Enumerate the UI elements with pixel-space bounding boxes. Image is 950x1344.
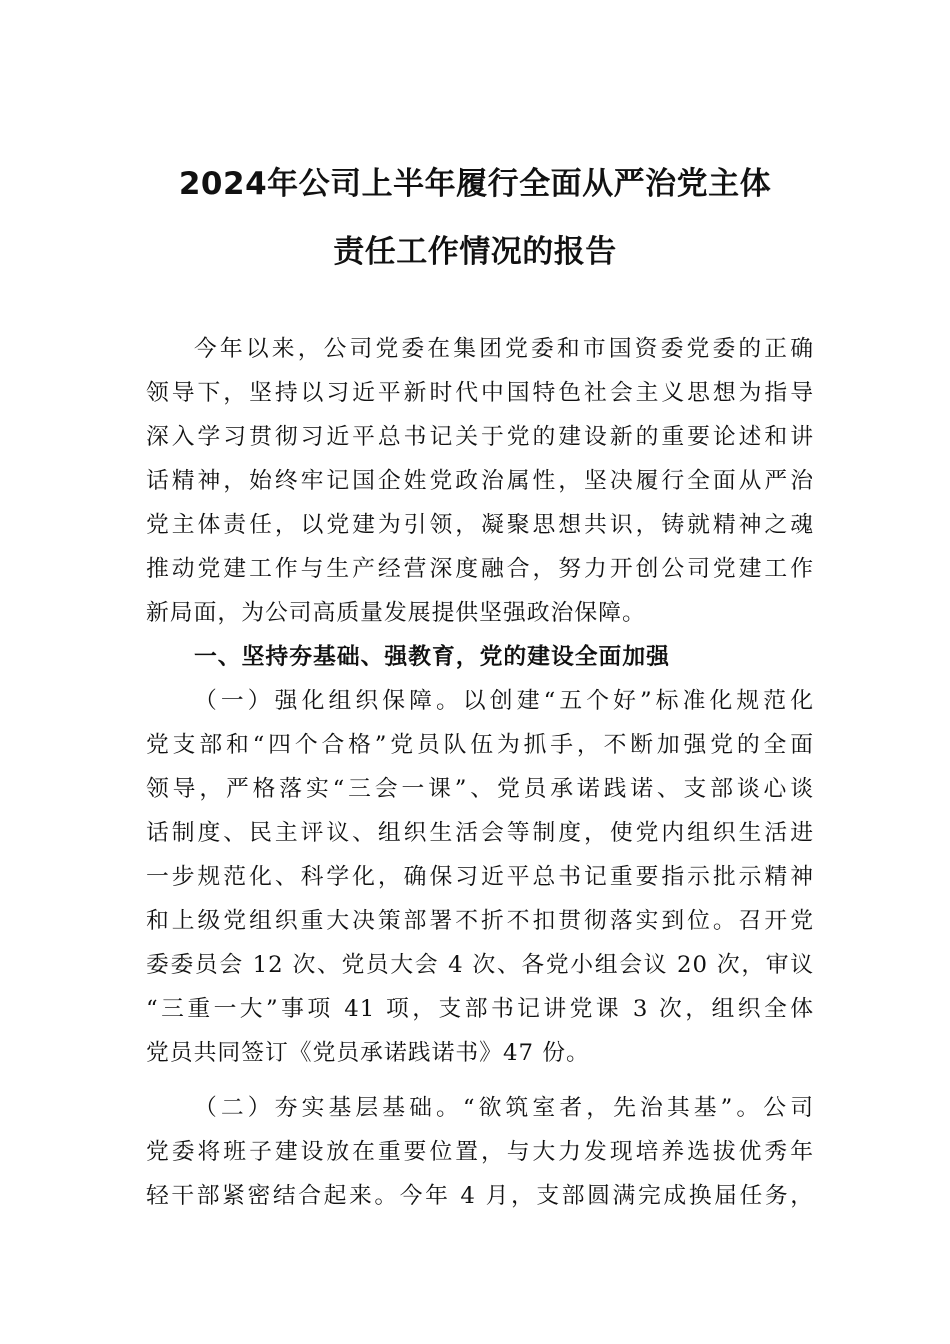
text-line: 话制度、民主评议、组织生活会等制度，使党内组织生活进 xyxy=(146,820,814,846)
text-line: 深入学习贯彻习近平总书记关于党的建设新的重要论述和讲 xyxy=(146,424,814,450)
text-line: （一）强化组织保障。以创建“五个好”标准化规范化 xyxy=(194,688,814,714)
text-line: （二）夯实基层基础。“欲筑室者，先治其基”。公司 xyxy=(194,1095,814,1121)
text-line: 话精神，始终牢记国企姓党政治属性，坚决履行全面从严治 xyxy=(146,468,814,494)
text-line: 领导，严格落实“三会一课”、党员承诺践诺、支部谈心谈 xyxy=(146,776,814,802)
text-line: 新局面，为公司高质量发展提供坚强政治保障。 xyxy=(146,600,646,626)
document-title-line-2: 责任工作情况的报告 xyxy=(333,234,617,270)
text-line: “三重一大”事项 41 项，支部书记讲党课 3 次，组织全体 xyxy=(146,996,814,1022)
text-line: 和上级党组织重大决策部署不折不扣贯彻落实到位。召开党 xyxy=(146,908,814,934)
text-line: 党员共同签订《党员承诺践诺书》47 份。 xyxy=(146,1040,590,1066)
text-line: 党支部和“四个合格”党员队伍为抓手，不断加强党的全面 xyxy=(146,732,814,758)
subsection-2-paragraph xyxy=(146,1086,814,1218)
document-title-line-1: 2024年公司上半年履行全面从严治党主体 xyxy=(178,166,772,202)
text-line: 党主体责任，以党建为引领，凝聚思想共识，铸就精神之魂 xyxy=(146,512,814,538)
text-line: 今年以来，公司党委在集团党委和市国资委党委的正确 xyxy=(194,336,814,362)
section-heading: 一、坚持夯基础、强教育，党的建设全面加强 xyxy=(194,644,670,670)
text-line: 一步规范化、科学化，确保习近平总书记重要指示批示精神 xyxy=(146,864,814,890)
text-line: 领导下，坚持以习近平新时代中国特色社会主义思想为指导 xyxy=(146,380,814,406)
text-line: 党委将班子建设放在重要位置，与大力发现培养选拔优秀年 xyxy=(146,1139,814,1165)
text-line: 推动党建工作与生产经营深度融合，努力开创公司党建工作 xyxy=(146,556,814,582)
text-line: 轻干部紧密结合起来。今年 4 月，支部圆满完成换届任务， xyxy=(146,1183,814,1209)
intro-paragraph xyxy=(146,327,814,635)
text-line: 委委员会 12 次、党员大会 4 次、各党小组会议 20 次，审议 xyxy=(146,952,814,978)
subsection-1-paragraph xyxy=(146,679,814,1075)
